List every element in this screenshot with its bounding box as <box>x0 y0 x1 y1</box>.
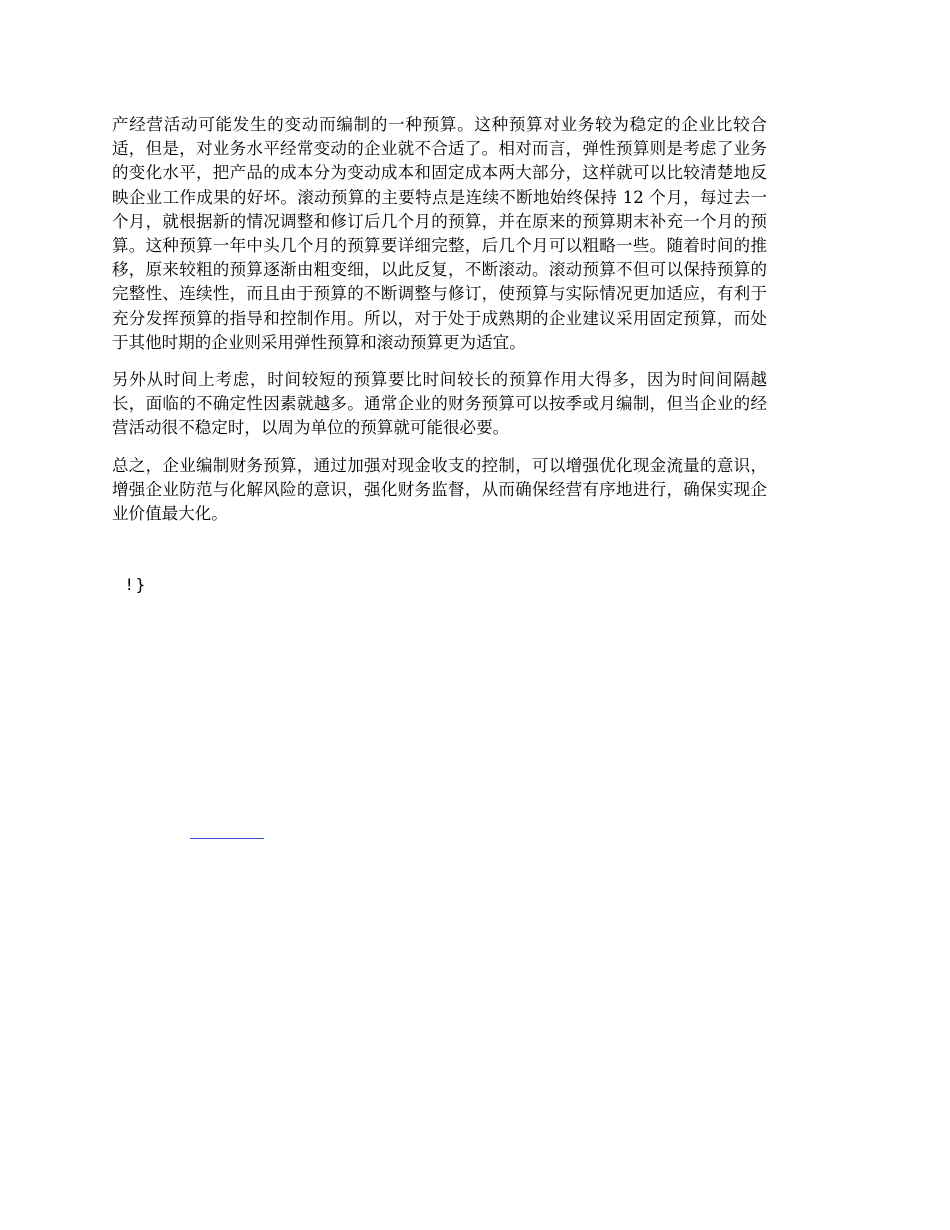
stray-mark: !} <box>126 575 149 594</box>
body-text <box>112 113 767 526</box>
link-underline[interactable] <box>190 838 264 839</box>
paragraph-budget-period: 另外从时间上考虑，时间较短的预算要比时间较长的预算作用大得多，因为时间间隔越长，面临的不确定性因素就越多。通常企业的财务预算可以按季或月编制，但当企业的经营活动很不稳定时，以周为单位的预算就可能很必要。 <box>112 370 767 438</box>
paragraph-budget-types: 产经营活动可能发生的变动而编制的一种预算。这种预算对业务较为稳定的企业比较合适，但是，对业务水平经常变动的企业就不合适了。相对而言，弹性预算则是考虑了业务的变化水平，把产品的成本分为变动成本和固定成本两大部分，这样就可以比较清楚地反映企业工作成果的好坏。滚动预算的主要特点是连续不断地始终保持 12 个月，每过去一个月，就根据新的情况调整和修订后几个月的预算，并在原来的预算期末补充一个月的预算。这种预算一年中头几个月的预算要详细完整，后几个月可以粗略一些。随着时间的推移，原来较粗的预算逐渐由粗变细，以此反复，不断滚动。滚动预算不但可以保持预算的完整性、连续性，而且由于预算的不断调整与修订，使预算与实际情况更加适应，有利于充分发挥预算的指导和控制作用。所以，对于处于成熟期的企业建议采用固定预算，而处于其他时期的企业则采用弹性预算和滚动预算更为适宜。 <box>112 115 767 352</box>
paragraph-conclusion: 总之，企业编制财务预算，通过加强对现金收支的控制，可以增强优化现金流量的意识，增强企业防范与化解风险的意识，强化财务监督，从而确保经营有序地进行，确保实现企业价值最大化。 <box>112 455 767 524</box>
